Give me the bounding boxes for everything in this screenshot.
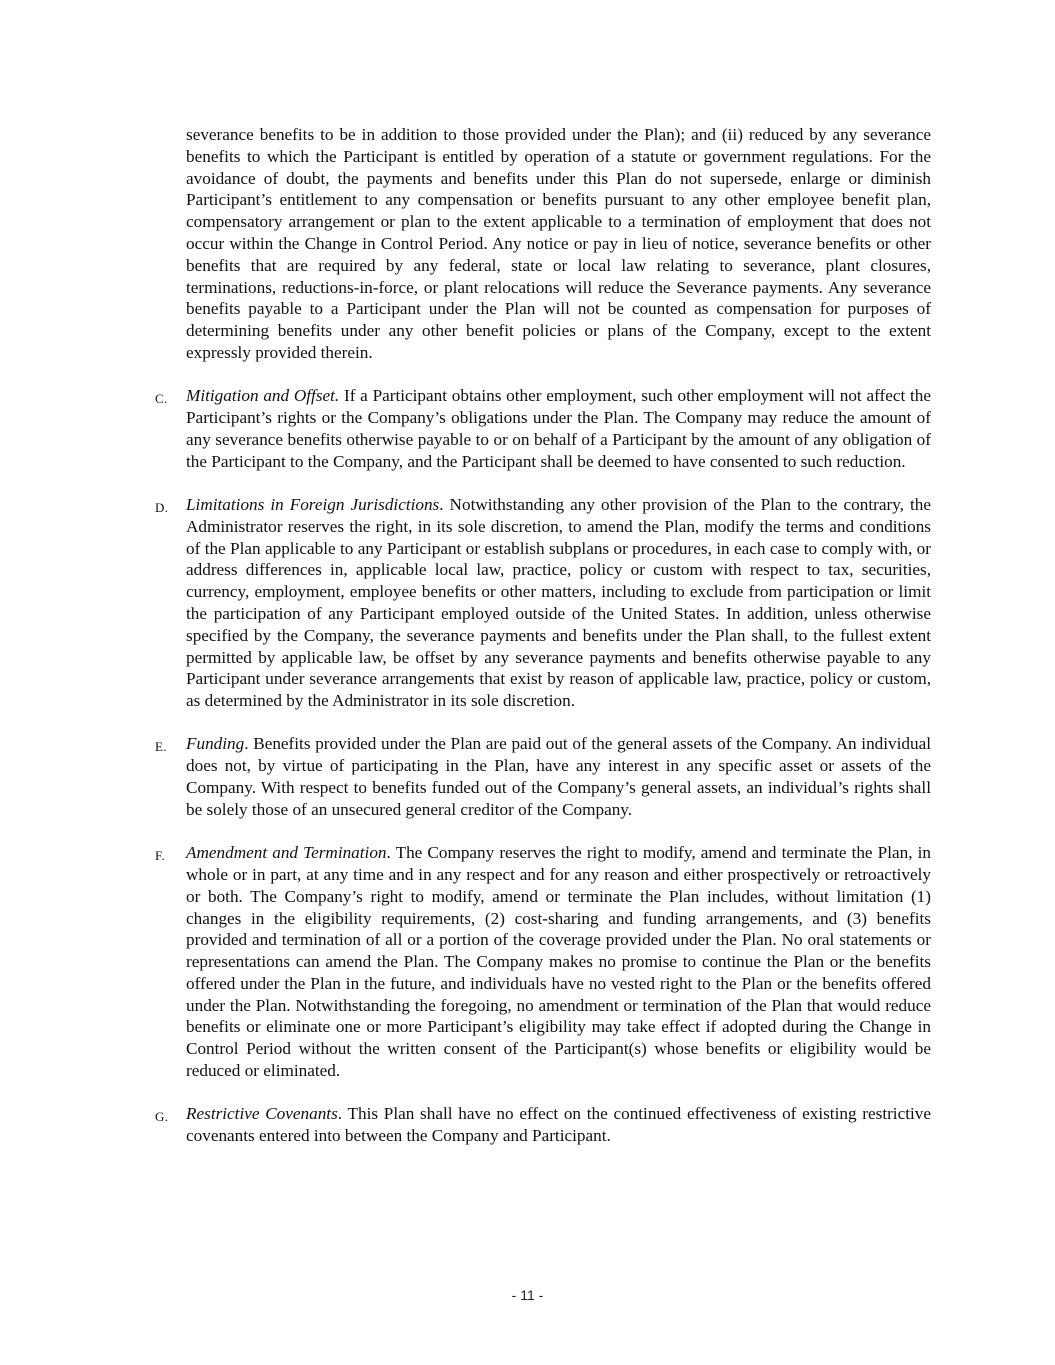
- section-paragraph: [186, 733, 931, 820]
- section-label: F.: [155, 848, 166, 864]
- section-heading: Funding: [186, 734, 245, 754]
- section-text: If a Participant obtains other employment, such other employment will not affect the Participant’s rights or the Company’s obligations under the Plan. The Company may reduce the amount of any severance benefits otherwise payable to or on behalf of a Participant by the amount of any obligation of the Participant to the Company, and the Participant shall be deemed to have consented to such reduction.: [186, 386, 932, 471]
- section-paragraph: [186, 494, 931, 712]
- section-text: . Benefits provided under the Plan are paid out of the general assets of the Company. An individual does not, by virtue of participating in the Plan, have any interest in any specific asset or assets of the Company. With respect to benefits funded out of the Company’s general assets, an individual’s rights shall be solely those of an unsecured general creditor of the Company.: [186, 734, 931, 819]
- section-heading: Restrictive Covenants: [186, 1104, 338, 1124]
- section-heading: Limitations in Foreign Jurisdictions: [186, 494, 440, 514]
- page-number: - 11 -: [511, 1287, 544, 1303]
- section-text: . The Company reserves the right to modify, amend and terminate the Plan, in whole or in part, at any time and in any respect and for any reason and either prospectively or retroactively or both. The Company’s right to modify, amend or terminate the Plan includes, without limitation (1) changes in the eligibility requirements, (2) cost-sharing and funding arrangements, and (3) benefits provided and termination of all or a portion of the coverage provided under the Plan. No oral statements or representations can amend the Plan. The Company makes no promise to continue the Plan or the benefits offered under the Plan in the future, and individuals have no vested right to the Plan or the benefits offered under the Plan. Notwithstanding the foregoing, no amendment or termination of the Plan that would reduce benefits or eliminate one or more Participant’s eligibility may take effect if adopted during the Change in Control Period without the written consent of the Participant(s) whose benefits or eligibility would be reduced or eliminated.: [186, 843, 931, 1081]
- section-text: . This Plan shall have no effect on the continued effectiveness of existing restrictive covenants entered into between the Company and Participant.: [186, 1104, 931, 1146]
- section-text: . Notwithstanding any other provision of the Plan to the contrary, the Administrator reserves the right, in its sole discretion, to amend the Plan, modify the terms and conditions of the Plan applicable to any Participant or establish subplans or procedures, in each case to comply with, or address differences in, applicable local law, practice, policy or custom with respect to tax, securities, currency, employment, employee benefits or other matters, including to exclude from participation or limit the participation of any Participant employed outside of the United States. In addition, unless otherwise specified by the Company, the severance payments and benefits under the Plan shall, to the fullest extent permitted by applicable law, be offset by any severance payments and benefits otherwise payable to any Participant under severance arrangements that exist by reason of applicable law, practice, policy or custom, as determined by the Administrator in its sole discretion.: [186, 494, 931, 711]
- section-label: D.: [155, 499, 169, 515]
- section-paragraph: [186, 1103, 931, 1147]
- section-e-funding: [155, 733, 931, 820]
- section-heading: Mitigation and Offset.: [186, 386, 340, 406]
- section-label: C.: [155, 391, 168, 407]
- section-paragraph: [186, 385, 931, 472]
- section-heading: Amendment and Termination: [186, 843, 387, 863]
- section-c-mitigation-and-offset: [155, 385, 932, 472]
- document-body: [155, 124, 932, 1147]
- section-f-amendment-and-termination: [155, 842, 931, 1082]
- section-g-restrictive-covenants: [155, 1103, 931, 1147]
- section-d-limitations-in-foreign-jurisdictions: [155, 494, 931, 712]
- section-label: E.: [155, 739, 167, 755]
- section-paragraph: [186, 842, 931, 1082]
- intro-paragraph: severance benefits to be in addition to those provided under the Plan); and (ii) reduced by any severance benefits to which the Participant is entitled by operation of a statute or government regulations. For the avoidance of doubt, the payments and benefits under this Plan do not supersede, enlarge or diminish Participant’s entitlement to any compensation or benefits pursuant to any other employee benefit plan, compensatory arrangement or plan to the extent applicable to a termination of employment that does not occur within the Change in Control Period. Any notice or pay in lieu of notice, severance benefits or other benefits that are required by any federal, state or local law relating to severance, plant closures, terminations, reductions-in-force, or plant relocations will reduce the Severance payments. Any severance benefits payable to a Participant under the Plan will not be counted as compensation for purposes of determining benefits under any other benefit policies or plans of the Company, except to the extent expressly provided therein.: [186, 125, 931, 362]
- section-label: G.: [155, 1109, 169, 1125]
